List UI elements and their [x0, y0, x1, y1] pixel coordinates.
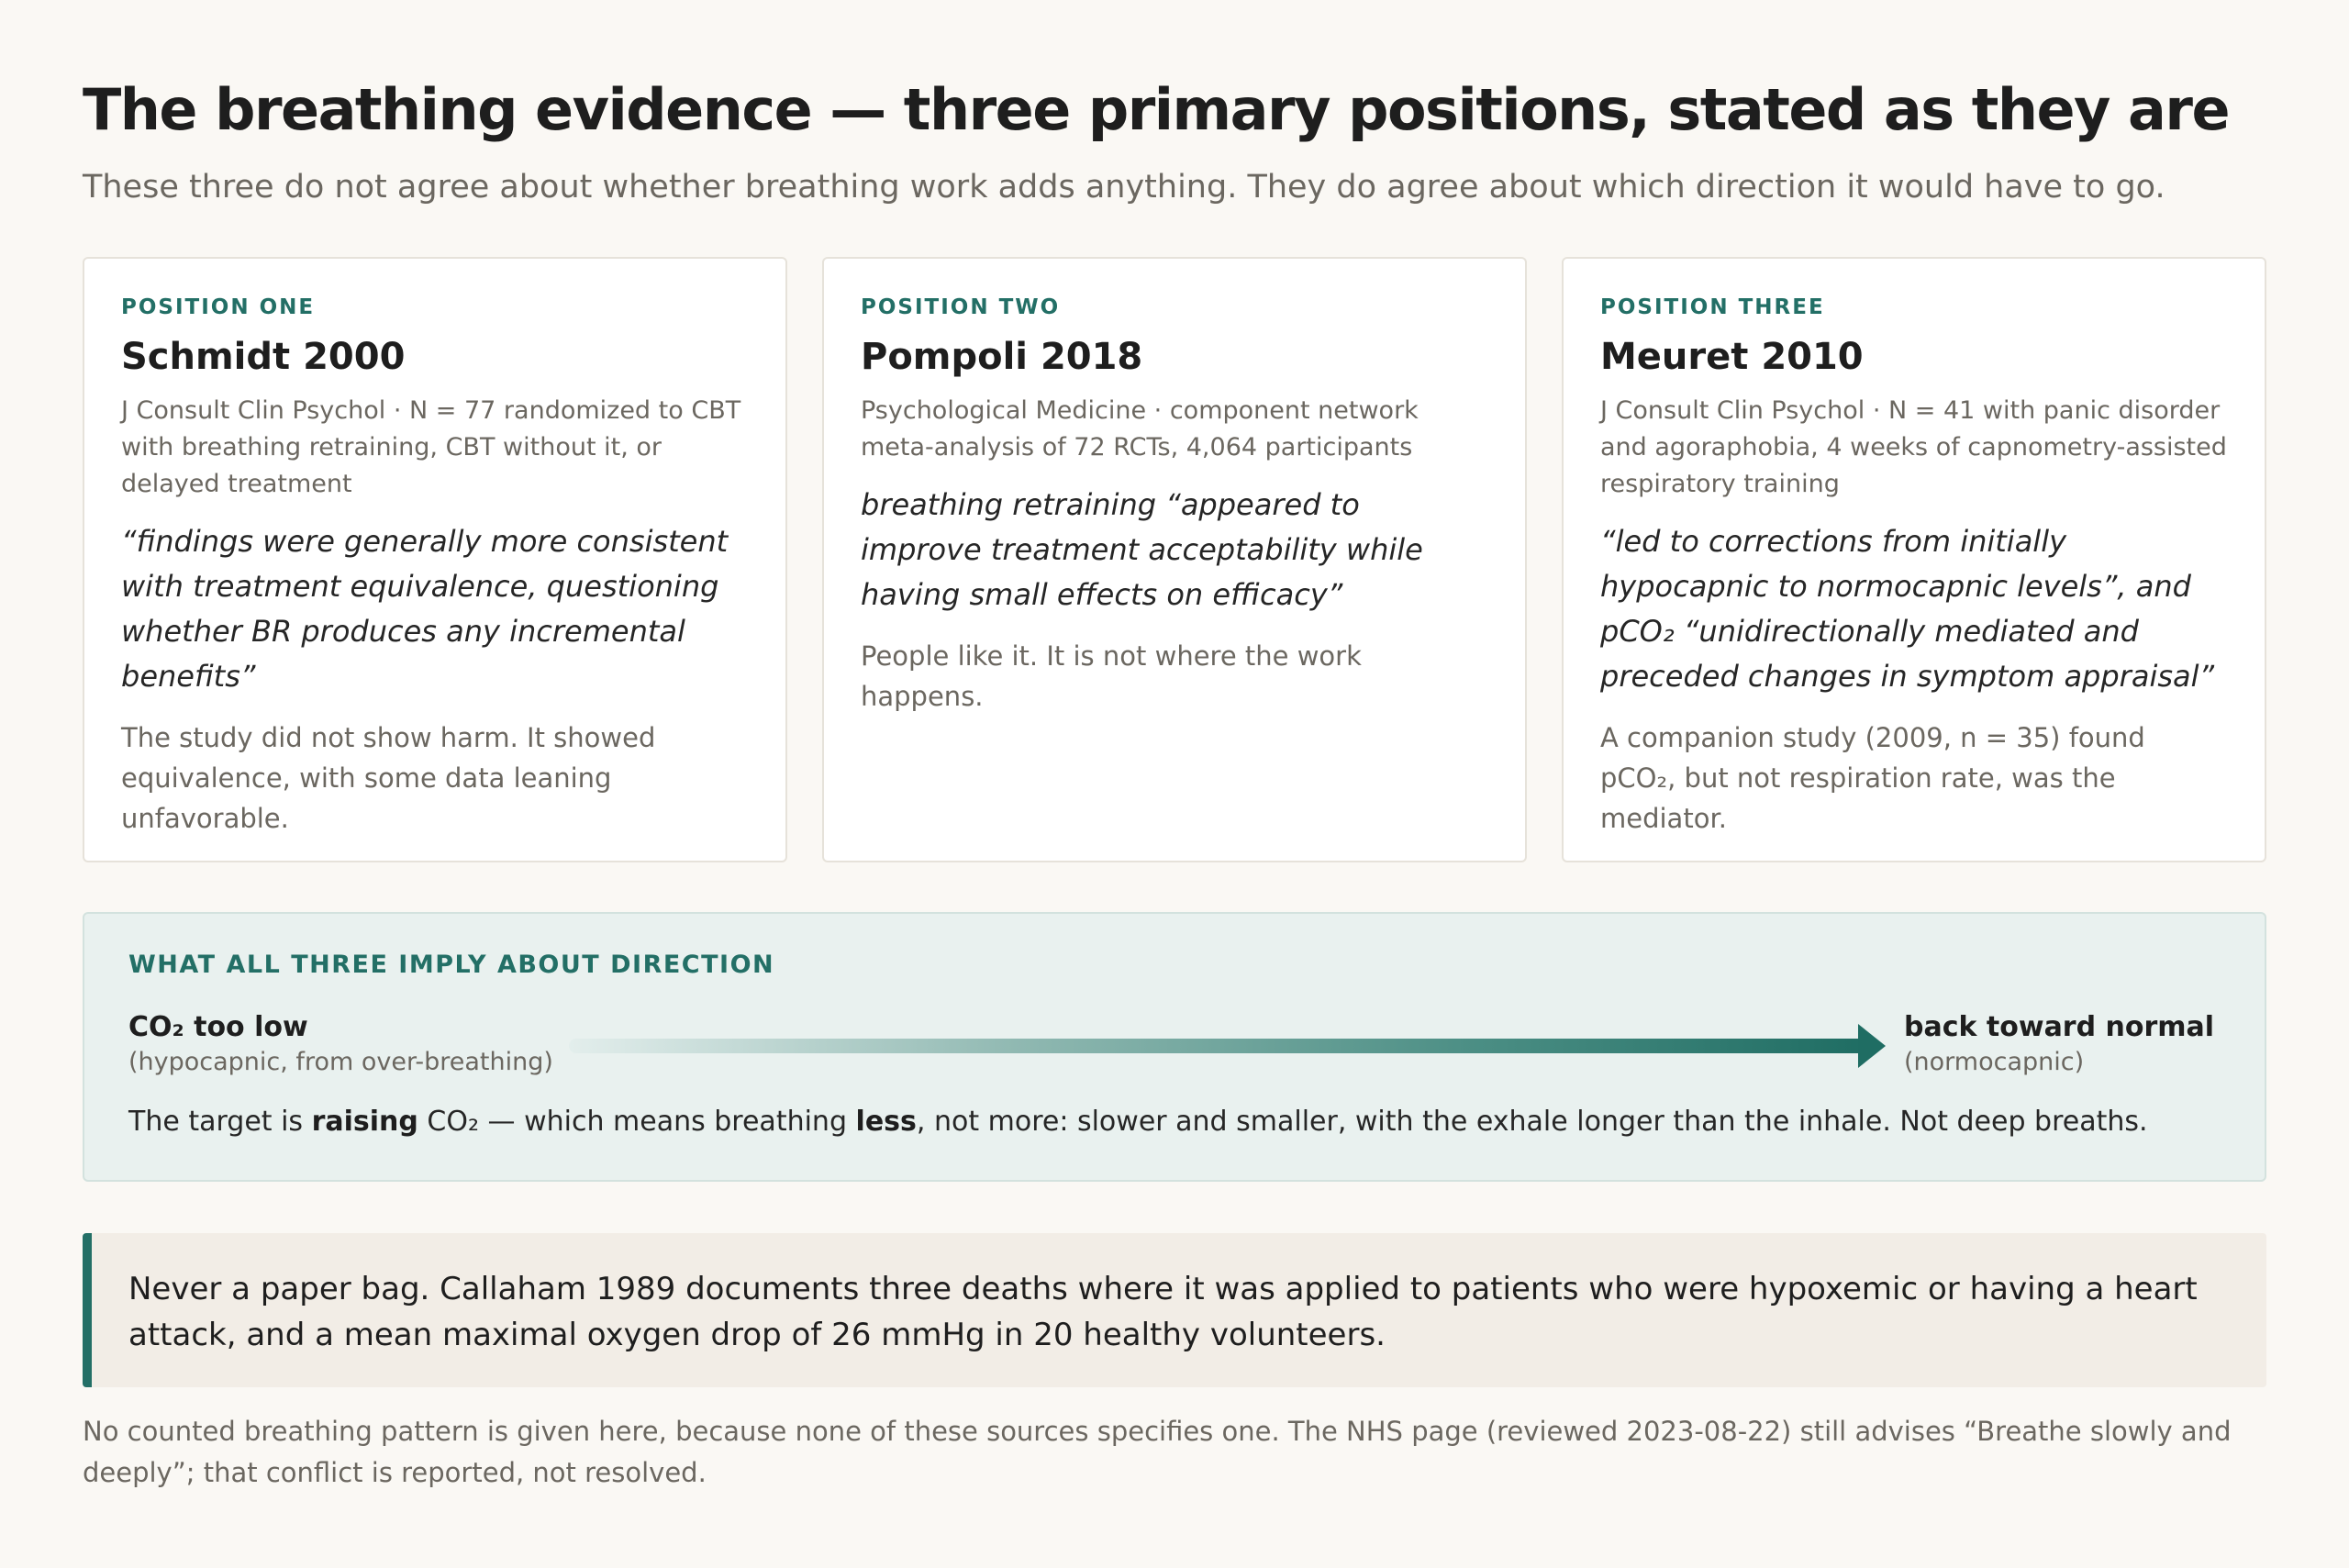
direction-arrow-icon: [569, 1022, 1886, 1068]
target-text-raising: raising: [311, 1106, 418, 1138]
card-title: Pompoli 2018: [861, 336, 1143, 378]
direction-start: [128, 1010, 569, 1080]
page-subtitle: These three do not agree about whether breathing work adds anything. They do agree about which direction it would have to go.: [83, 169, 2165, 206]
direction-arrow-head: [1858, 1024, 1886, 1068]
card-eyebrow: POSITION ONE: [121, 295, 316, 319]
direction-end: [1904, 1010, 2221, 1080]
card-note: The study did not show harm. It showed equivalence, with some data leaning unfavorable.: [121, 722, 656, 834]
position-card-two: [822, 257, 1527, 862]
card-quote: breathing retraining “appeared to improve treatment acceptability while having small effects on efficacy”: [861, 487, 1423, 612]
card-note: A companion study (2009, n = 35) found pCO₂, but not respiration rate, was the mediator.: [1600, 722, 2145, 834]
position-card-one: [83, 257, 787, 862]
target-text-less: less: [855, 1106, 917, 1138]
card-quote: “findings were generally more consistent with treatment equivalence, questioning whether BR produces any incremental benefits”: [121, 524, 729, 694]
position-card-three: [1562, 257, 2266, 862]
direction-start-label: CO₂ too low: [128, 1011, 308, 1043]
card-meta: J Consult Clin Psychol · N = 41 with panic disorder and agoraphobia, 4 weeks of capnometry-assisted respiratory training: [1600, 396, 2227, 498]
card-eyebrow: POSITION TWO: [861, 295, 1061, 319]
card-title: Schmidt 2000: [121, 336, 406, 378]
target-text-mid: CO₂ — which means breathing: [417, 1106, 856, 1138]
target-text-pre: The target is: [128, 1106, 312, 1138]
direction-panel: [83, 912, 2266, 1182]
card-quote: “led to corrections from initially hypocapnic to normocapnic levels”, and pCO₂ “unidirectionally mediated and preceded changes in symptom appraisal”: [1600, 524, 2215, 694]
card-meta: Psychological Medicine · component network meta-analysis of 72 RCTs, 4,064 participants: [861, 396, 1419, 462]
direction-end-label: back toward normal: [1904, 1011, 2215, 1043]
direction-row: [128, 1010, 2221, 1080]
direction-eyebrow: WHAT ALL THREE IMPLY ABOUT DIRECTION: [128, 951, 775, 979]
target-text-post: , not more: slower and smaller, with the exhale longer than the inhale. Not deep breaths.: [916, 1106, 2148, 1138]
footnote: No counted breathing pattern is given here, because none of these sources specifies one. The NHS page (reviewed 2023-08-22) still advises “Breathe slowly and deeply”; that conflict is reported, not resolved.: [83, 1416, 2232, 1488]
direction-arrow-shaft: [569, 1039, 1865, 1053]
direction-target-text: [128, 1104, 2221, 1140]
card-title: Meuret 2010: [1600, 336, 1864, 378]
positions-grid: [83, 257, 2266, 862]
card-note: People like it. It is not where the work happens.: [861, 640, 1362, 712]
card-eyebrow: POSITION THREE: [1600, 295, 1825, 319]
card-meta: J Consult Clin Psychol · N = 77 randomized to CBT with breathing retraining, CBT without it, or delayed treatment: [121, 396, 741, 498]
direction-end-sub: (normocapnic): [1904, 1048, 2085, 1076]
direction-start-sub: (hypocapnic, from over-breathing): [128, 1048, 553, 1076]
paper-bag-warning: Never a paper bag. Callaham 1989 documents three deaths where it was applied to patients who were hypoxemic or having a heart attack, and a mean maximal oxygen drop of 26 mmHg in 20 healthy volunteers.: [83, 1233, 2266, 1387]
page-title: The breathing evidence — three primary positions, stated as they are: [83, 76, 2230, 143]
